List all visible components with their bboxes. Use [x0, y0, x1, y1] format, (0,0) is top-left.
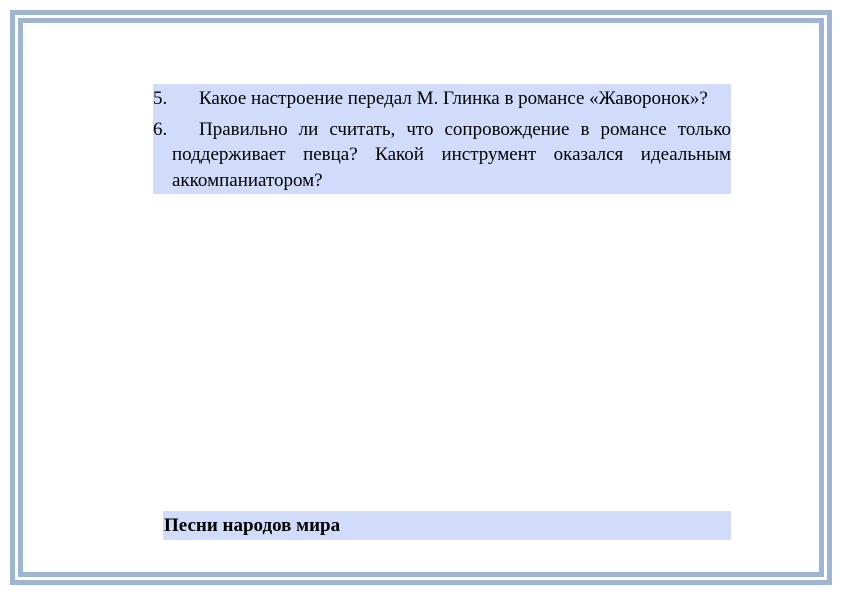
question-item-6	[153, 117, 731, 194]
questions-list	[153, 84, 731, 194]
question-text: Какое настроение передал М. Глинка в романсе «Жаворонок»?	[199, 88, 708, 109]
question-number: 5.	[153, 88, 168, 109]
section-title: Песни народов мира	[164, 515, 341, 536]
section-title-bar	[163, 511, 731, 540]
question-text: Правильно ли считать, что сопровождение в романсе только поддерживает певца? Какой инструмент оказался идеальным аккомпаниатором?	[172, 118, 731, 191]
question-number: 6.	[153, 118, 168, 140]
question-item-5	[153, 86, 731, 112]
